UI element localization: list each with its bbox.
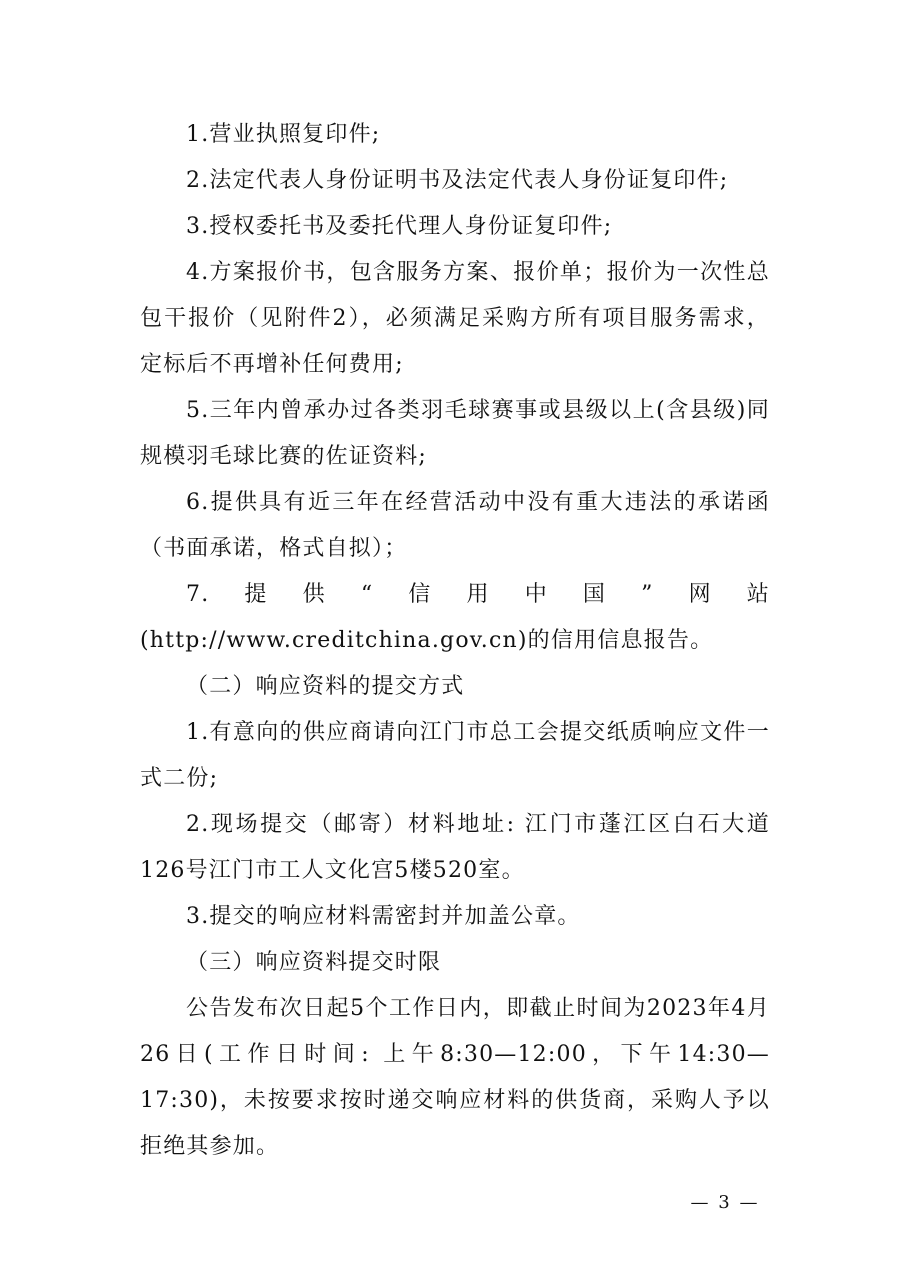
document-body bbox=[140, 112, 770, 1170]
section-heading-deadline: （三）响应资料提交时限 bbox=[186, 950, 442, 975]
item-quotation: 4.方案报价书，包含服务方案、报价单；报价为一次性总包干报价（见附件2），必须满足采购方所有项目服务需求，定标后不再增补任何费用; bbox=[140, 260, 770, 377]
item-commitment-letter: 6.提供具有近三年在经营活动中没有重大违法的承诺函（书面承诺，格式自拟）； bbox=[140, 490, 770, 561]
item-credit-report: 7.提供“信用中国”网站(http://www.creditchina.gov.cn)的信用信息报告。 bbox=[140, 582, 770, 653]
item-experience-proof: 5.三年内曾承办过各类羽毛球赛事或县级以上(含县级)同规模羽毛球比赛的佐证资料; bbox=[140, 398, 770, 469]
page-number: — 3 — bbox=[690, 1192, 760, 1213]
item-paper-documents: 1.有意向的供应商请向江门市总工会提交纸质响应文件一式二份; bbox=[140, 720, 770, 791]
item-authorization-letter: 3.授权委托书及委托代理人身份证复印件; bbox=[186, 214, 613, 239]
section-heading-submission-method: （二）响应资料的提交方式 bbox=[186, 674, 465, 699]
item-submission-address: 2.现场提交（邮寄）材料地址: 江门市蓬江区白石大道126号江门市工人文化宫5楼520室。 bbox=[140, 812, 770, 883]
item-deadline-details: 公告发布次日起5个工作日内，即截止时间为2023年4月26日(工作日时间: 上午8:30—12:00，下午14:30—17:30)，未按要求按时递交响应材料的供货商，采购人予以拒绝其参加。 bbox=[140, 996, 770, 1159]
item-seal-requirement: 3.提交的响应材料需密封并加盖公章。 bbox=[186, 904, 581, 929]
item-business-license: 1.营业执照复印件; bbox=[186, 122, 381, 147]
item-legal-rep-certificate: 2.法定代表人身份证明书及法定代表人身份证复印件; bbox=[186, 168, 729, 193]
